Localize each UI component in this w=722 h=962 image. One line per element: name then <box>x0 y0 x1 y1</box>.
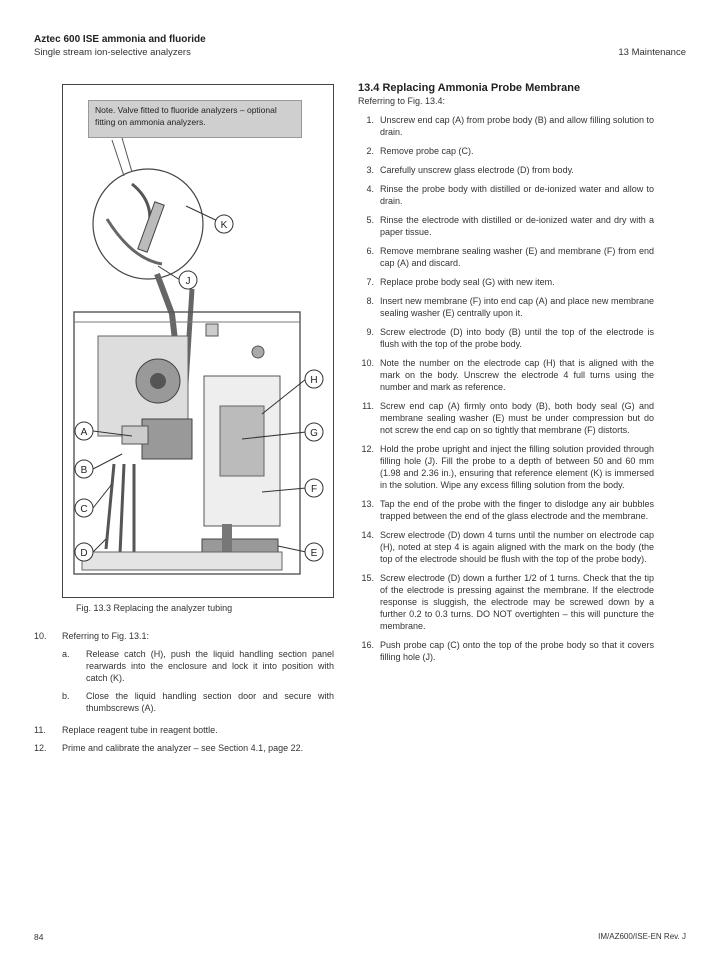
step-item <box>358 295 654 319</box>
analyzer-tubing-diagram <box>62 84 332 596</box>
step-item <box>358 639 654 663</box>
step-text: Rinse the electrode with distilled or de-ionized water and dry with a paper tissue. <box>380 215 654 237</box>
step-number: 5. <box>366 215 374 225</box>
figure-caption: Fig. 13.3 Replacing the analyzer tubing <box>76 603 233 613</box>
step-text: Screw electrode (D) down a further 1/2 of 1 turns. Check that the tip of the electrode is pressing against the membrane. If the electrode response is sluggish, the electrode may be screwed down by a further 0.2 to 0.3 turns. DO NOT overtighten – this will puncture the membrane. <box>380 573 654 631</box>
step-item <box>358 245 654 269</box>
step-number: 4. <box>366 184 374 194</box>
step-text: Unscrew end cap (A) from probe body (B) and allow filling solution to drain. <box>380 115 654 137</box>
step-item <box>358 214 654 238</box>
step-text: Hold the probe upright and inject the filling solution provided through filling hole (J). Fill the probe to a depth of between 50 and 60 mm (1.98 and 2.36 in.), ensuring that reference element (K) is immersed in the solution. Wipe any excess filling solution from the body. <box>380 444 654 490</box>
step-item <box>34 630 334 642</box>
step-item <box>358 183 654 207</box>
step-number: 8. <box>366 296 374 306</box>
callout-d: D <box>80 548 88 559</box>
step-item <box>358 498 654 522</box>
substep-text: Close the liquid handling section door and secure with thumbscrews (A). <box>86 691 334 713</box>
left-step-list <box>34 630 334 760</box>
step-item <box>358 529 654 565</box>
substep-item <box>54 690 334 714</box>
section-header: 13 Maintenance <box>618 47 686 58</box>
step-text: Replace probe body seal (G) with new item. <box>380 277 555 287</box>
document-title: Aztec 600 ISE ammonia and fluoride <box>34 34 206 45</box>
step-number: 10. <box>361 358 374 368</box>
step-text: Remove membrane sealing washer (E) and membrane (F) from end cap (A) and discard. <box>380 246 654 268</box>
step-number: 11. <box>34 725 46 735</box>
step-text: Prime and calibrate the analyzer – see Section 4.1, page 22. <box>62 743 304 753</box>
step-text: Screw electrode (D) down 4 turns until the number on electrode cap (H), noted at step 4 is again aligned with the mark on the body (the top of the electrode should be flush with the top of the probe body). <box>380 530 654 564</box>
figure-note: Note. Valve fitted to fluoride analyzers – optional fitting on ammonia analyzers. <box>88 100 302 138</box>
step-number: 12. <box>34 743 47 753</box>
callout-a: A <box>80 427 88 438</box>
step-number: 9. <box>366 327 374 337</box>
step-number: 1. <box>366 115 374 125</box>
step-number: 14. <box>361 530 374 540</box>
substep-item <box>54 648 334 684</box>
step-item <box>358 572 654 632</box>
step-number: 12. <box>361 444 374 454</box>
step-number: 15. <box>361 573 374 583</box>
callout-j: J <box>185 276 191 287</box>
step-item <box>358 145 654 157</box>
callout-b: B <box>80 465 88 476</box>
substep-letter: b. <box>62 691 70 701</box>
step-number: 13. <box>361 499 374 509</box>
step-item <box>358 357 654 393</box>
step-text: Note the number on the electrode cap (H) that is aligned with the mark on the body. Unscrew the electrode 4 full turns using the number and mark as reference. <box>380 358 654 392</box>
step-text: Carefully unscrew glass electrode (D) from body. <box>380 165 574 175</box>
step-item <box>358 276 654 288</box>
substep-text: Release catch (H), push the liquid handling section panel rearwards into the enclosure and lock it into position with catch (K). <box>86 649 334 683</box>
step-item <box>358 443 654 491</box>
callout-f: F <box>310 484 318 495</box>
step-number: 2. <box>366 146 374 156</box>
step-text: Remove probe cap (C). <box>380 146 474 156</box>
callout-e: E <box>310 548 318 559</box>
step-text: Rinse the probe body with distilled or de-ionized water and allow to drain. <box>380 184 654 206</box>
step-number: 3. <box>366 165 374 175</box>
step-number: 11. <box>362 401 374 411</box>
step-text: Screw electrode (D) into body (B) until the top of the electrode is flush with the top of the probe body. <box>380 327 654 349</box>
section-reference: Referring to Fig. 13.4: <box>358 96 446 106</box>
step-text: Replace reagent tube in reagent bottle. <box>62 725 218 735</box>
substep-letter: a. <box>62 649 70 659</box>
document-subtitle: Single stream ion-selective analyzers <box>34 47 191 58</box>
procedure-step-list <box>358 114 654 670</box>
step-item <box>34 724 334 736</box>
step-item <box>358 400 654 436</box>
step-text: Insert new membrane (F) into end cap (A) and place new membrane sealing washer (E) centrally upon it. <box>380 296 654 318</box>
document-code: IM/AZ600/ISE-EN Rev. J <box>598 932 686 941</box>
step-text: Screw end cap (A) firmly onto body (B), both body seal (G) and membrane sealing washer (E) must be under compression but do not screw the end cap on so tightly that membrane (F) distorts. <box>380 401 654 435</box>
step-number: 7. <box>366 277 374 287</box>
step-number: 10. <box>34 631 47 641</box>
step-item <box>358 326 654 350</box>
callout-h: H <box>310 375 318 386</box>
step-number: 6. <box>366 246 374 256</box>
callout-c: C <box>80 504 88 515</box>
step-number: 16. <box>361 640 374 650</box>
section-title: 13.4 Replacing Ammonia Probe Membrane <box>358 82 581 94</box>
step-item <box>358 114 654 138</box>
step-item <box>34 742 334 754</box>
step-item <box>358 164 654 176</box>
step-text: Referring to Fig. 13.1: <box>62 631 150 641</box>
step-text: Push probe cap (C) onto the top of the probe body so that it covers filling hole (J). <box>380 640 654 662</box>
callout-k: K <box>220 220 228 231</box>
callout-g: G <box>310 428 318 439</box>
step-text: Tap the end of the probe with the finger to dislodge any air bubbles trapped between the end of the glass electrode and the membrane. <box>380 499 654 521</box>
page-number: 84 <box>34 932 44 942</box>
